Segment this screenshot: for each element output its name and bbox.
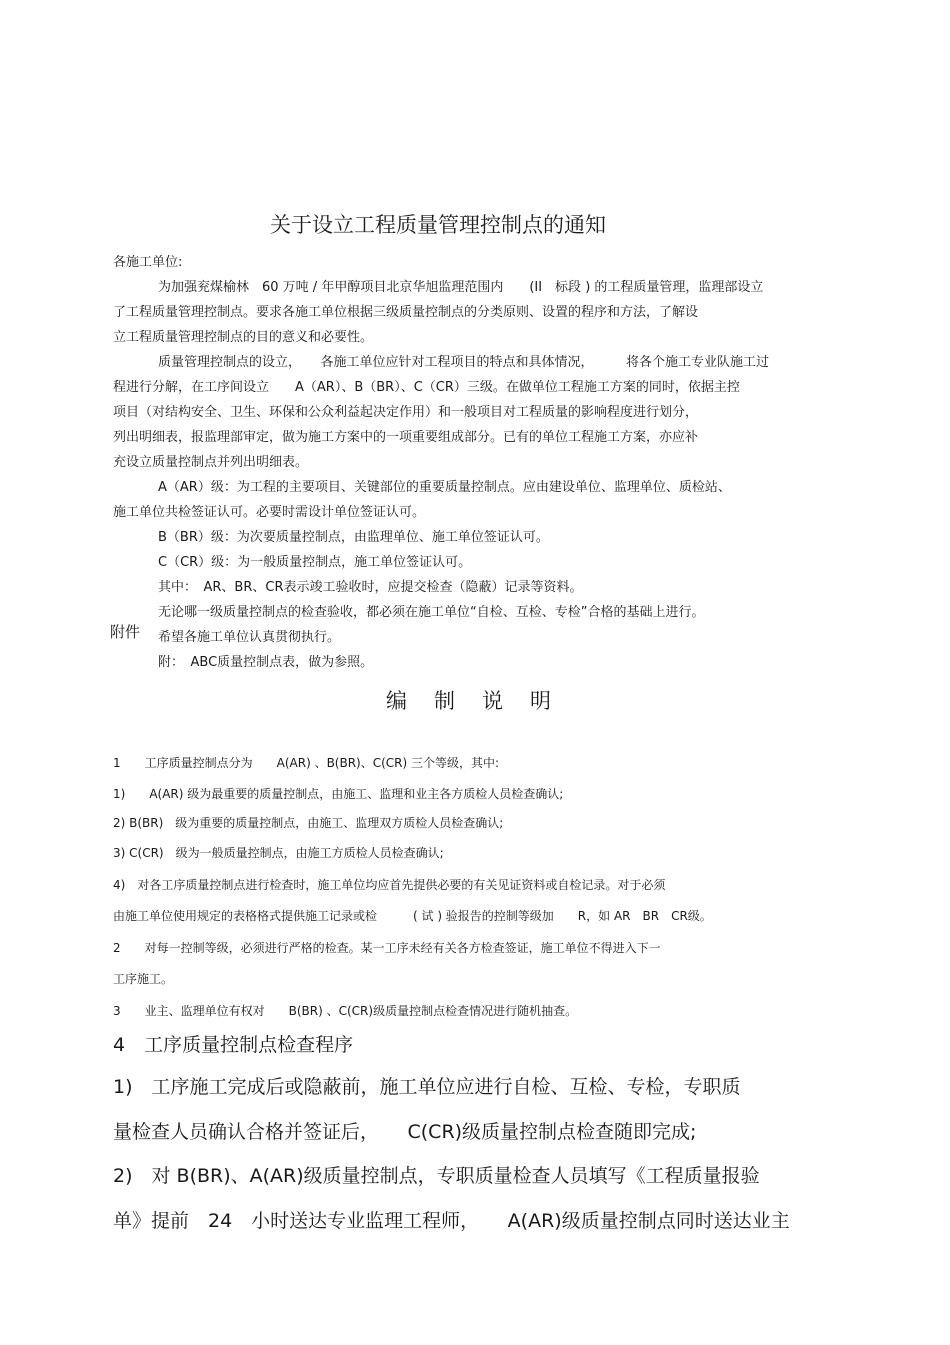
- compilation-line: 由施工单位使用规定的表格格式提供施工记录或检 ( 试 ) 验报告的控制等级加 R，如 AR BR CR级。: [113, 909, 712, 923]
- compilation-line: 3) C(CR) 级为一般质量控制点，由施工方质检人员检查确认;: [113, 846, 444, 860]
- notice-line: 为加强兖煤榆林 60 万吨 / 年甲醇项目北京华旭监理范围内 (II 标段 ) 的工程质量管理，监理部设立: [158, 280, 764, 295]
- compilation-line: 3 业主、监理单位有权对 B(BR) 、C(CR)级质量控制点检查情况进行随机抽查。: [113, 1004, 578, 1018]
- compilation-line: 1) A(AR) 级为最重要的质量控制点，由施工、监理和业主各方质检人员检查确认;: [113, 787, 564, 801]
- notice-line: 项目（对结构安全、卫生、环保和公众利益起决定作用）和一般项目对工程质量的影响程度进行划分，: [113, 405, 699, 420]
- compilation-line: 1 工序质量控制点分为 A(AR) 、B(BR)、C(CR) 三个等级，其中:: [113, 756, 500, 770]
- compilation-line: 2) B(BR) 级为重要的质量控制点，由施工、监理双方质检人员检查确认;: [113, 816, 504, 830]
- notice-line: B（BR）级：为次要质量控制点，由监理单位、施工单位签证认可。: [158, 530, 549, 545]
- procedure-line: 量检查人员确认合格并签证后， C(CR)级质量控制点检查随即完成;: [113, 1121, 697, 1143]
- notice-line: 立工程质量管理控制点的目的意义和必要性。: [113, 330, 374, 345]
- notice-line: 希望各施工单位认真贯彻执行。: [158, 630, 341, 645]
- notice-title: 关于设立工程质量管理控制点的通知: [270, 213, 606, 237]
- notice-line: 附： ABC质量控制点表，做为参照。: [158, 655, 374, 670]
- notice-line: 列出明细表，报监理部审定，做为施工方案中的一项重要组成部分。已有的单位工程施工方案，亦应补: [113, 430, 699, 445]
- notice-line: 施工单位共检签证认可。必要时需设计单位签证认可。: [113, 505, 426, 520]
- procedure-line: 1) 工序施工完成后或隐蔽前，施工单位应进行自检、互检、专检，专职质: [113, 1076, 741, 1098]
- notice-line: 质量管理控制点的设立， 各施工单位应针对工程项目的特点和具体情况， 将各个施工专业队施工过: [158, 355, 770, 370]
- compilation-line: 工序施工。: [113, 972, 174, 986]
- procedure-heading: 4 工序质量控制点检查程序: [113, 1034, 354, 1056]
- notice-line: 其中： AR、BR、CR表示竣工验收时，应提交检查（隐蔽）记录等资料。: [158, 580, 583, 595]
- salutation: 各施工单位:: [113, 255, 183, 270]
- notice-line: 充设立质量控制点并列出明细表。: [113, 455, 309, 470]
- attachment-label: 附件: [110, 623, 141, 641]
- notice-line: A（AR）级：为工程的主要项目、关键部位的重要质量控制点。应由建设单位、监理单位、质检站、: [158, 480, 731, 495]
- compilation-line: 4) 对各工序质量控制点进行检查时，施工单位均应首先提供必要的有关见证资料或自检记录。对于必须: [113, 878, 666, 892]
- notice-line: 程进行分解，在工序间设立 A（AR）、B（BR）、C（CR）三级。在做单位工程施工方案的同时，依据主控: [113, 380, 740, 395]
- notice-line: 了工程质量管理控制点。要求各施工单位根据三级质量控制点的分类原则、设置的程序和方法，了解设: [113, 305, 699, 320]
- compilation-title: 编制说明: [386, 689, 578, 713]
- compilation-line: 2 对每一控制等级，必须进行严格的检查。某一工序未经有关各方检查签证，施工单位不得进入下一: [113, 941, 661, 955]
- procedure-line: 单》提前 24 小时送达专业监理工程师， A(AR)级质量控制点同时送达业主: [113, 1210, 790, 1232]
- notice-line: 无论哪一级质量控制点的检查验收，都必须在施工单位“自检、互检、专检”合格的基础上进行。: [158, 605, 705, 620]
- procedure-line: 2) 对 B(BR)、A(AR)级质量控制点，专职质量检查人员填写《工程质量报验: [113, 1165, 760, 1187]
- notice-line: C（CR）级：为一般质量控制点，施工单位签证认可。: [158, 555, 472, 570]
